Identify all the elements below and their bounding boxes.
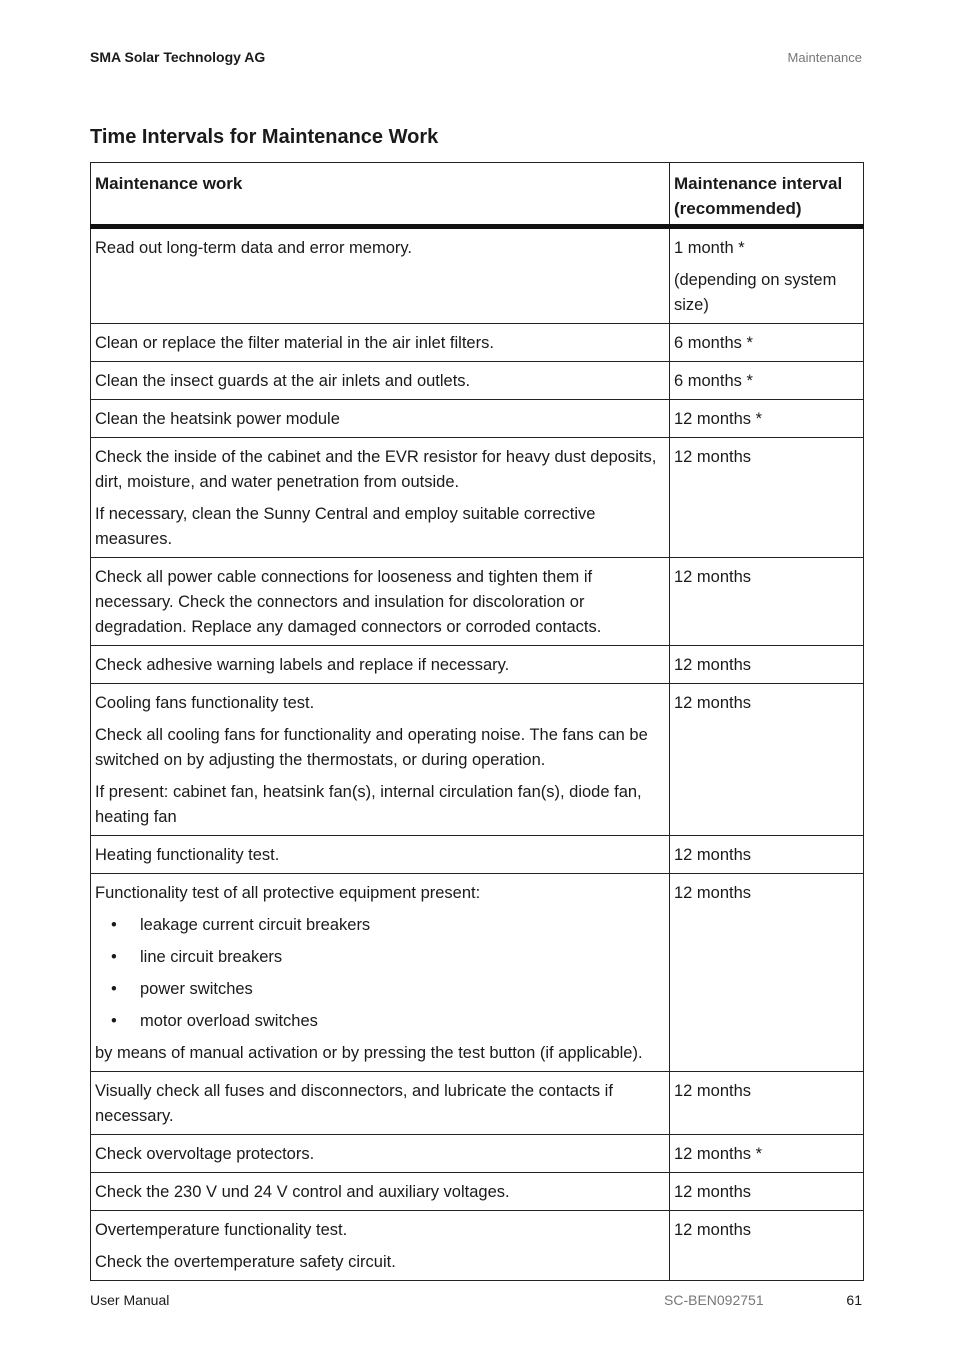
- work-text: Overtemperature functionality test.: [95, 1221, 348, 1239]
- bullet-icon: •: [111, 916, 117, 934]
- work-text: If present: cabinet fan, heatsink fan(s), internal circulation fan(s), diode fan, heating fan: [95, 783, 642, 826]
- cell-maintenance-interval: [670, 324, 864, 362]
- table-header-row: [91, 163, 864, 227]
- header-section: Maintenance: [787, 50, 862, 65]
- table-row: [91, 324, 864, 362]
- interval-text: 12 months: [674, 656, 752, 674]
- interval-text: 12 months: [674, 846, 752, 864]
- cell-maintenance-interval: [670, 362, 864, 400]
- cell-maintenance-interval: [670, 400, 864, 438]
- table-row: [91, 1173, 864, 1211]
- cell-maintenance-interval: [670, 558, 864, 646]
- interval-text: 6 months *: [674, 334, 753, 352]
- work-text: Heating functionality test.: [95, 846, 280, 864]
- work-text: Check the overtemperature safety circuit.: [95, 1253, 396, 1271]
- work-text: Clean the heatsink power module: [95, 410, 340, 428]
- footer-page-number: 61: [846, 1292, 862, 1308]
- work-bullet-list: [95, 913, 665, 1034]
- interval-text: (depending on system size): [674, 271, 837, 314]
- cell-maintenance-interval: [670, 1173, 864, 1211]
- cell-maintenance-work: [91, 1072, 670, 1135]
- column-header-interval-line1: Maintenance interval: [674, 174, 843, 193]
- work-text: Functionality test of all protective equipment present:: [95, 884, 481, 902]
- table-row: [91, 227, 864, 324]
- list-item: [95, 945, 665, 970]
- cell-maintenance-interval: [670, 836, 864, 874]
- work-text: Clean or replace the filter material in the air inlet filters.: [95, 334, 494, 352]
- cell-maintenance-work: [91, 1211, 670, 1281]
- table-row: [91, 438, 864, 558]
- cell-maintenance-interval: [670, 227, 864, 324]
- work-text: Check adhesive warning labels and replace if necessary.: [95, 656, 510, 674]
- work-text: Check all cooling fans for functionality and operating noise. The fans can be switched on by adjusting the thermostats, or during operation.: [95, 726, 648, 769]
- work-text: Visually check all fuses and disconnectors, and lubricate the contacts if necessary.: [95, 1082, 613, 1125]
- cell-maintenance-work: [91, 874, 670, 1072]
- interval-text: 12 months: [674, 884, 752, 902]
- table-row: [91, 874, 864, 1072]
- maintenance-table: [90, 162, 864, 1281]
- table-row: [91, 836, 864, 874]
- work-text: Cooling fans functionality test.: [95, 694, 315, 712]
- table-row: [91, 1135, 864, 1173]
- interval-text: 12 months: [674, 448, 752, 466]
- interval-text: 12 months: [674, 568, 752, 586]
- cell-maintenance-interval: [670, 646, 864, 684]
- table-row: [91, 1072, 864, 1135]
- table-row: [91, 558, 864, 646]
- interval-text: 12 months: [674, 1221, 752, 1239]
- table-row: [91, 400, 864, 438]
- work-text: Check the inside of the cabinet and the EVR resistor for heavy dust deposits, dirt, moisture, and water penetration from outside.: [95, 448, 657, 491]
- footer-manual-label: User Manual: [90, 1292, 170, 1308]
- table-row: [91, 684, 864, 836]
- table-body: [91, 227, 864, 1281]
- cell-maintenance-work: [91, 324, 670, 362]
- header-company: SMA Solar Technology AG: [90, 49, 266, 65]
- list-item: [95, 913, 665, 938]
- interval-text: 12 months: [674, 1183, 752, 1201]
- cell-maintenance-interval: [670, 1072, 864, 1135]
- page-title: Time Intervals for Maintenance Work: [90, 126, 439, 148]
- interval-text: 1 month *: [674, 239, 745, 257]
- cell-maintenance-work: [91, 362, 670, 400]
- list-item: [95, 977, 665, 1002]
- cell-maintenance-work: [91, 227, 670, 324]
- list-item-text: motor overload switches: [140, 1012, 318, 1030]
- column-header-interval: [670, 163, 864, 227]
- work-text: Clean the insect guards at the air inlets and outlets.: [95, 372, 471, 390]
- column-header-work: Maintenance work: [91, 163, 670, 227]
- cell-maintenance-interval: [670, 438, 864, 558]
- cell-maintenance-work: [91, 438, 670, 558]
- work-text: by means of manual activation or by pressing the test button (if applicable).: [95, 1044, 643, 1062]
- cell-maintenance-work: [91, 684, 670, 836]
- work-text: Check overvoltage protectors.: [95, 1145, 315, 1163]
- interval-text: 12 months *: [674, 410, 763, 428]
- cell-maintenance-interval: [670, 874, 864, 1072]
- list-item-text: power switches: [140, 980, 253, 998]
- table-row: [91, 1211, 864, 1281]
- cell-maintenance-work: [91, 558, 670, 646]
- column-header-interval-line2: (recommended): [674, 199, 802, 218]
- interval-text: 12 months *: [674, 1145, 763, 1163]
- interval-text: 12 months: [674, 694, 752, 712]
- cell-maintenance-interval: [670, 1135, 864, 1173]
- cell-maintenance-work: [91, 1135, 670, 1173]
- cell-maintenance-work: [91, 646, 670, 684]
- table-row: [91, 362, 864, 400]
- interval-text: 6 months *: [674, 372, 753, 390]
- list-item: [95, 1009, 665, 1034]
- work-text: Read out long-term data and error memory.: [95, 239, 413, 257]
- work-text: Check the 230 V und 24 V control and auxiliary voltages.: [95, 1183, 510, 1201]
- cell-maintenance-work: [91, 400, 670, 438]
- interval-text: 12 months: [674, 1082, 752, 1100]
- list-item-text: line circuit breakers: [140, 948, 283, 966]
- bullet-icon: •: [111, 948, 117, 966]
- cell-maintenance-interval: [670, 684, 864, 836]
- cell-maintenance-work: [91, 1173, 670, 1211]
- footer-doc-id: SC-BEN092751: [664, 1292, 764, 1308]
- cell-maintenance-work: [91, 836, 670, 874]
- cell-maintenance-interval: [670, 1211, 864, 1281]
- bullet-icon: •: [111, 980, 117, 998]
- work-text: Check all power cable connections for looseness and tighten them if necessary. Check the connectors and insulation for discoloration or degradation. Replace any damaged connectors or corroded contacts.: [95, 568, 602, 636]
- bullet-icon: •: [111, 1012, 117, 1030]
- work-text: If necessary, clean the Sunny Central and employ suitable corrective measures.: [95, 505, 596, 548]
- table-row: [91, 646, 864, 684]
- list-item-text: leakage current circuit breakers: [140, 916, 371, 934]
